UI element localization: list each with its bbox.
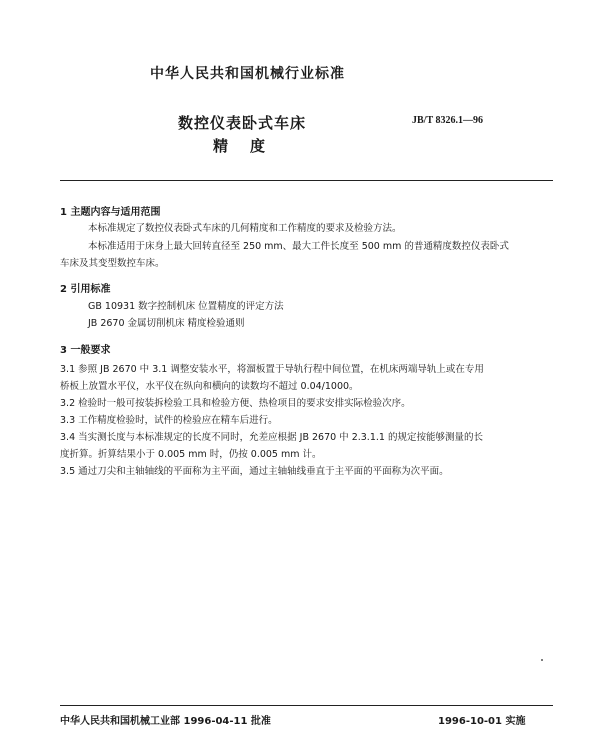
section-1-paragraph: 本标准适用于床身上最大回转直径至 250 mm、最大工件长度至 500 mm 的普通精度数控仪表卧式 (88, 241, 509, 252)
requirement-item: 3.3 工作精度检验时，试件的检验应在精车后进行。 (60, 415, 278, 426)
requirement-item: 3.1 参照 JB 2670 中 3.1 调整安装水平，将溜板置于导轨行程中间位置，在机床两端导轨上或在专用 (60, 364, 484, 375)
scan-speck (541, 659, 543, 661)
effective-date: 1996-10-01 实施 (438, 716, 526, 727)
footer-divider (60, 705, 553, 706)
requirement-item: 3.4 当实测长度与本标准规定的长度不同时，允差应根据 JB 2670 中 2.3.1.1 的规定按能够测量的长 (60, 432, 483, 443)
section-2-title: 2 引用标准 (60, 284, 111, 295)
section-1-paragraph: 本标准规定了数控仪表卧式车床的几何精度和工作精度的要求及检验方法。 (88, 223, 402, 234)
approval-date: 中华人民共和国机械工业部 1996-04-11 批准 (60, 716, 271, 727)
document-subtitle: 精度 (213, 137, 288, 155)
requirement-item: 3.5 通过刀尖和主轴轴线的平面称为主平面，通过主轴轴线垂直于主平面的平面称为次平面。 (60, 466, 449, 477)
header-title: 中华人民共和国机械行业标准 (150, 66, 345, 82)
section-3-title: 3 一般要求 (60, 345, 111, 356)
header-divider (60, 180, 553, 181)
requirement-item: 3.2 检验时一般可按装拆检验工具和检验方便、热检项目的要求安排实际检验次序。 (60, 398, 411, 409)
requirement-item: 桥板上放置水平仪，水平仪在纵向和横向的读数均不超过 0.04/1000。 (60, 381, 359, 392)
requirement-item: 度折算。折算结果小于 0.005 mm 时，仍按 0.005 mm 计。 (60, 449, 322, 460)
reference-item: GB 10931 数字控制机床 位置精度的评定方法 (88, 301, 284, 312)
section-1-title: 1 主题内容与适用范围 (60, 207, 161, 218)
document-code: JB/T 8326.1—96 (412, 115, 483, 126)
reference-item: JB 2670 金属切削机床 精度检验通则 (88, 318, 245, 329)
document-title: 数控仪表卧式车床 (178, 114, 307, 132)
section-1-paragraph: 车床及其变型数控车床。 (60, 258, 165, 269)
